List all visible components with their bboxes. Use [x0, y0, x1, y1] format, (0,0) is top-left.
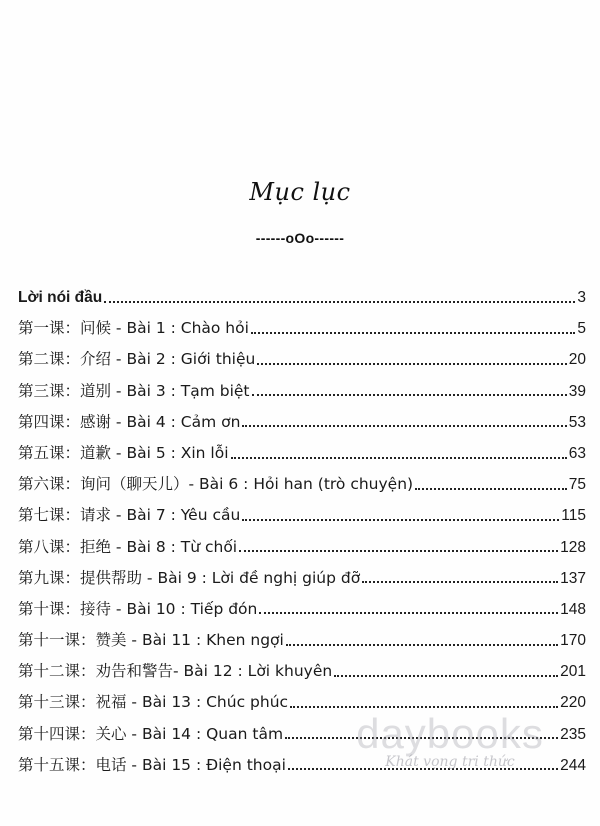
- toc-entry-lesson-11[interactable]: [18, 625, 586, 656]
- toc-entry-lesson-2[interactable]: [18, 344, 586, 375]
- toc-entry-label: 第十二课：劝告和警告- Bài 12 : Lời khuyên: [18, 662, 333, 681]
- dot-leader: [259, 601, 558, 617]
- dot-leader: [251, 321, 575, 337]
- watermark-tagline: Khát vọng tri thức: [385, 754, 515, 770]
- toc-entry-label: 第十五课：电话 - Bài 15 : Điện thoại: [18, 755, 286, 774]
- toc-entry-page: 137: [560, 569, 586, 587]
- toc-entry-page: 5: [577, 320, 586, 338]
- toc-entry-lesson-14[interactable]: [18, 719, 586, 750]
- toc-entry-label: 第四课：感谢 - Bài 4 : Cảm ơn: [18, 412, 241, 431]
- dot-leader: [290, 695, 558, 711]
- toc-entry-page: 220: [560, 694, 586, 712]
- dot-leader: [415, 477, 567, 493]
- toc-entry-intro[interactable]: [18, 282, 586, 313]
- toc-entry-label: 第六课：询问（聊天儿）- Bài 6 : Hỏi han (trò chuyện): [18, 475, 414, 494]
- toc-entry-lesson-1[interactable]: [18, 313, 586, 344]
- toc-entry-page: 128: [560, 538, 586, 556]
- page-title: Mục lục: [249, 178, 351, 206]
- toc-entry-lesson-8[interactable]: [18, 532, 586, 563]
- toc-entry-lesson-3[interactable]: [18, 376, 586, 407]
- dot-leader: [286, 633, 558, 649]
- toc-entry-lesson-15[interactable]: [18, 750, 586, 781]
- toc-entry-page: 115: [561, 507, 586, 525]
- toc-entry-label: 第十一课：赞美 - Bài 11 : Khen ngợi: [18, 631, 284, 650]
- toc-entry-label: 第九课：提供帮助 - Bài 9 : Lời đề nghị giúp đỡ: [18, 568, 361, 587]
- dot-leader: [288, 757, 558, 773]
- dot-leader: [239, 539, 558, 555]
- dot-leader: [242, 414, 566, 430]
- toc-entry-lesson-7[interactable]: [18, 500, 586, 531]
- toc-entry-page: 39: [568, 382, 586, 400]
- dot-leader: [334, 664, 558, 680]
- toc-entry-page: 201: [560, 663, 586, 681]
- title-ornament: ------oOo------: [255, 230, 345, 246]
- toc-entry-label: 第十课：接待 - Bài 10 : Tiếp đón: [18, 599, 258, 618]
- toc-entry-page: 235: [560, 725, 586, 743]
- toc-entry-lesson-6[interactable]: [18, 469, 586, 500]
- toc-entry-lesson-12[interactable]: [18, 656, 586, 687]
- toc-entry-page: 244: [560, 756, 586, 774]
- toc-entry-lesson-13[interactable]: [18, 687, 586, 718]
- toc-entry-label: 第八课：拒绝 - Bài 8 : Từ chối: [18, 537, 238, 556]
- dot-leader: [242, 508, 559, 524]
- toc-entry-label: 第五课：道歉 - Bài 5 : Xin lỗi: [18, 443, 229, 462]
- toc-entry-lesson-10[interactable]: [18, 594, 586, 625]
- toc-entry-label: 第七课：请求 - Bài 7 : Yêu cầu: [18, 506, 241, 525]
- toc-entry-label: 第十四课：关心 - Bài 14 : Quan tâm: [18, 724, 284, 743]
- dot-leader: [362, 570, 558, 586]
- toc-entry-lesson-4[interactable]: [18, 407, 586, 438]
- toc-entry-lesson-5[interactable]: [18, 438, 586, 469]
- toc-entry-label: 第一课：问候 - Bài 1 : Chào hỏi: [18, 319, 249, 338]
- dot-leader: [104, 290, 575, 306]
- table-of-contents: [18, 282, 586, 781]
- toc-entry-label: 第十三课：祝福 - Bài 13 : Chúc phúc: [18, 693, 289, 712]
- toc-entry-page: 53: [568, 413, 586, 431]
- toc-entry-label: 第二课：介绍 - Bài 2 : Giới thiệu: [18, 350, 256, 369]
- dot-leader: [252, 383, 567, 399]
- toc-entry-page: 20: [568, 351, 586, 369]
- toc-entry-page: 3: [577, 289, 586, 306]
- watermark-brand: daybooks: [356, 710, 544, 757]
- dot-leader: [285, 726, 558, 742]
- toc-entry-page: 170: [560, 632, 586, 650]
- dot-leader: [257, 352, 566, 368]
- toc-entry-page: 75: [568, 476, 586, 494]
- dot-leader: [231, 446, 567, 462]
- toc-entry-label: Lời nói đầu: [18, 289, 103, 306]
- toc-entry-page: 148: [560, 600, 586, 618]
- toc-entry-page: 63: [568, 444, 586, 462]
- toc-entry-label: 第三课：道别 - Bài 3 : Tạm biệt: [18, 381, 250, 400]
- toc-entry-lesson-9[interactable]: [18, 563, 586, 594]
